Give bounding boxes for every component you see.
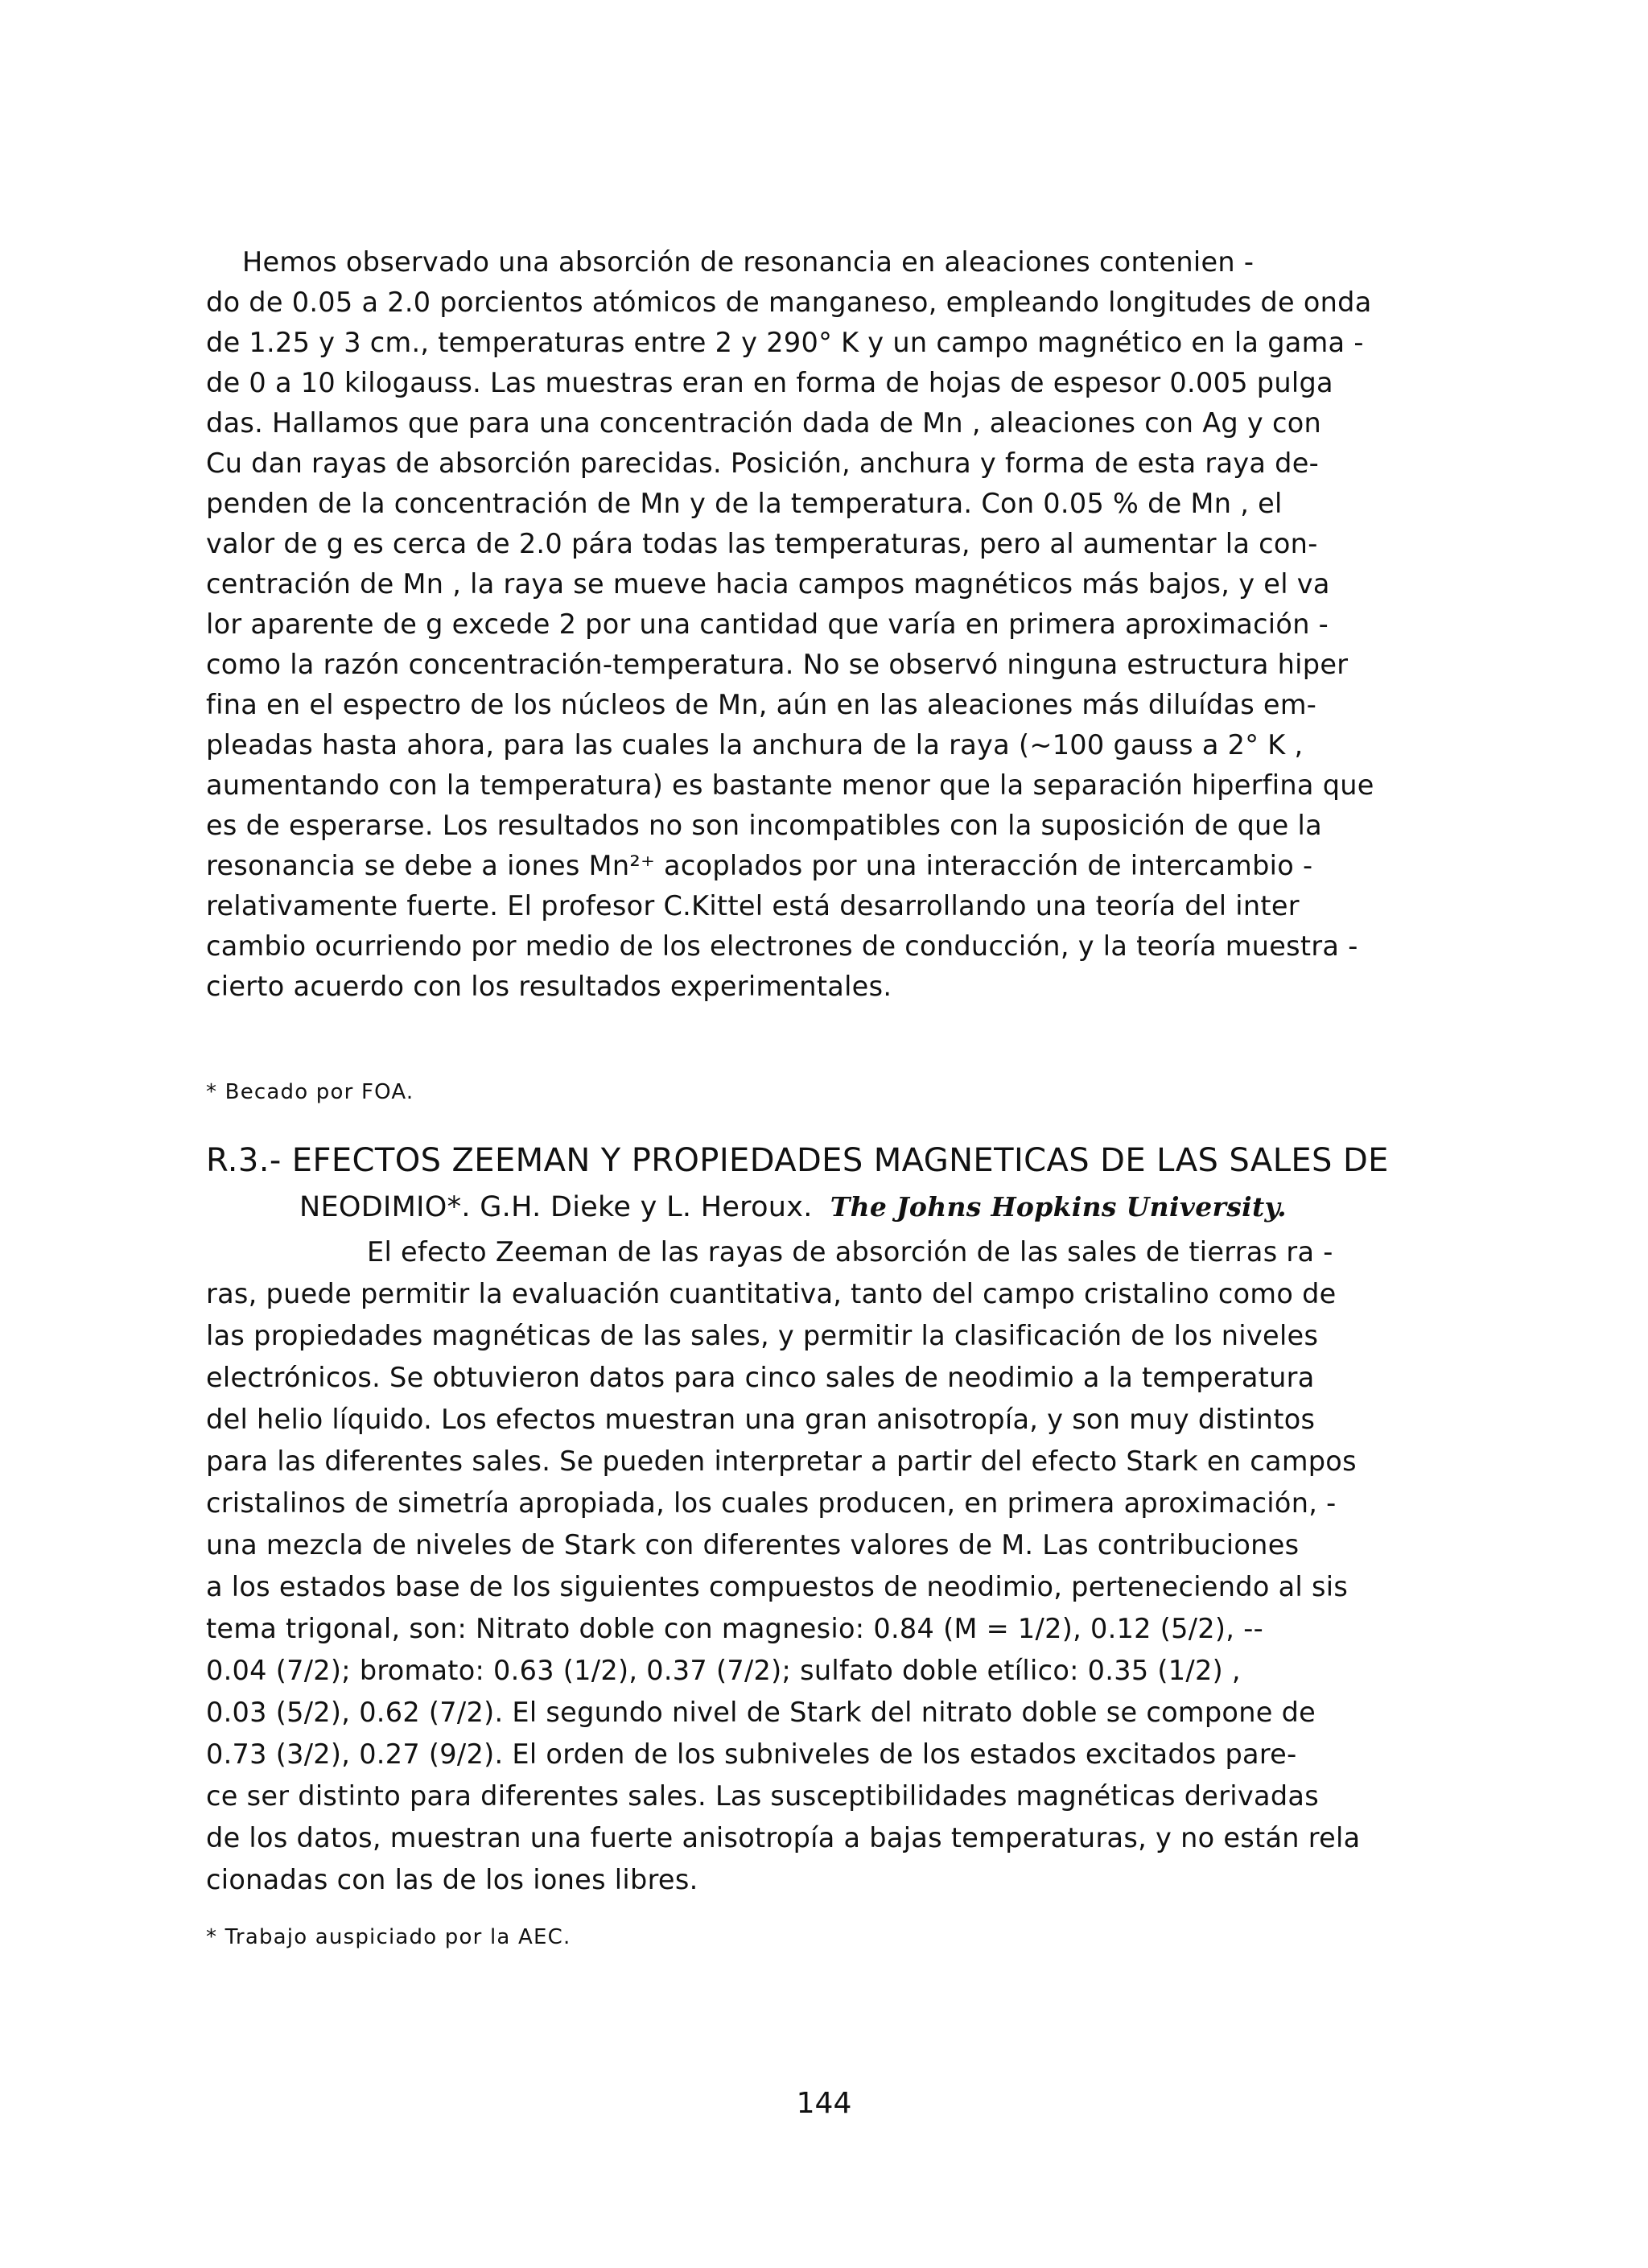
paragraph1-line-15: es de esperarse. Los resultados no son incompatibles con la suposición de que la <box>206 810 1322 841</box>
paragraph1-line-6: Cu dan rayas de absorción parecidas. Posición, anchura y forma de esta raya de- <box>206 447 1320 479</box>
paragraph2-line-10: tema trigonal, son: Nitrato doble con magnesio: 0.84 (M = 1/2), 0.12 (5/2), -- <box>206 1613 1263 1644</box>
page-number: 144 <box>796 2087 852 2120</box>
paragraph1-line-5: das. Hallamos que para una concentración dada de Mn , aleaciones con Ag y con <box>206 407 1322 439</box>
paragraph2-line-12: 0.03 (5/2), 0.62 (7/2). El segundo nivel de Stark del nitrato doble se compone de <box>206 1697 1316 1728</box>
paragraph2-line-14: ce ser distinto para diferentes sales. Las susceptibilidades magnéticas derivadas <box>206 1780 1319 1812</box>
paragraph1-line-17: relativamente fuerte. El profesor C.Kittel está desarrollando una teoría del inter <box>206 890 1300 922</box>
paragraph2-line-3: las propiedades magnéticas de las sales, y permitir la clasificación de los niveles <box>206 1320 1319 1351</box>
section-authors: NEODIMIO*. G.H. Dieke y L. Heroux. <box>299 1191 813 1223</box>
section-heading-line-2 <box>299 1186 1287 1228</box>
paragraph2-line-13: 0.73 (3/2), 0.27 (9/2). El orden de los subniveles de los estados excitados pare- <box>206 1738 1297 1770</box>
paragraph2-line-1: El efecto Zeeman de las rayas de absorción de las sales de tierras ra - <box>367 1236 1333 1268</box>
paragraph1-line-18: cambio ocurriendo por medio de los electrones de conducción, y la teoría muestra - <box>206 930 1358 962</box>
paragraph2-line-16: cionadas con las de los iones libres. <box>206 1864 698 1895</box>
section-institution: The Johns Hopkins University. <box>830 1191 1287 1223</box>
paragraph2-line-5: del helio líquido. Los efectos muestran una gran anisotropía, y son muy distintos <box>206 1404 1316 1435</box>
paragraph2-line-6: para las diferentes sales. Se pueden interpretar a partir del efecto Stark en campos <box>206 1445 1357 1477</box>
paragraph1-line-12: fina en el espectro de los núcleos de Mn, aún en las aleaciones más diluídas em- <box>206 689 1317 720</box>
paragraph1-line-7: penden de la concentración de Mn y de la temperatura. Con 0.05 % de Mn , el <box>206 488 1283 519</box>
paragraph2-line-8: una mezcla de niveles de Stark con diferentes valores de M. Las contribuciones <box>206 1529 1300 1561</box>
paragraph2-line-9: a los estados base de los siguientes compuestos de neodimio, perteneciendo al sis <box>206 1571 1349 1602</box>
paragraph1-line-13: pleadas hasta ahora, para las cuales la anchura de la raya (~100 gauss a 2° K , <box>206 729 1304 761</box>
paragraph2-line-2: ras, puede permitir la evaluación cuantitativa, tanto del campo cristalino como de <box>206 1278 1337 1309</box>
footnote-becado: * Becado por FOA. <box>206 1080 414 1104</box>
paragraph1-line-4: de 0 a 10 kilogauss. Las muestras eran en forma de hojas de espesor 0.005 pulga <box>206 367 1333 398</box>
paragraph2-line-15: de los datos, muestran una fuerte anisotropía a bajas temperaturas, y no están rela <box>206 1822 1361 1854</box>
paragraph1-line-9: centración de Mn , la raya se mueve hacia campos magnéticos más bajos, y el va <box>206 568 1330 600</box>
paragraph2-line-7: cristalinos de simetría apropiada, los cuales producen, en primera aproximación, - <box>206 1487 1337 1519</box>
paragraph1-line-14: aumentando con la temperatura) es bastante menor que la separación hiperfina que <box>206 769 1374 801</box>
paragraph1-line-3: de 1.25 y 3 cm., temperaturas entre 2 y 290° K y un campo magnético en la gama - <box>206 327 1364 358</box>
paragraph1-line-2: do de 0.05 a 2.0 porcientos atómicos de manganeso, empleando longitudes de onda <box>206 287 1372 318</box>
paragraph1-line-16: resonancia se debe a iones Mn²⁺ acoplados por una interacción de intercambio - <box>206 850 1313 881</box>
section-heading-line-1: R.3.- EFECTOS ZEEMAN Y PROPIEDADES MAGNETICAS DE LAS SALES DE <box>206 1142 1389 1179</box>
paragraph1-line-1: Hemos observado una absorción de resonancia en aleaciones contenien - <box>242 246 1255 278</box>
paragraph1-line-8: valor de g es cerca de 2.0 pára todas las temperaturas, pero al aumentar la con- <box>206 528 1318 559</box>
paragraph1-line-11: como la razón concentración-temperatura. No se observó ninguna estructura hiper <box>206 649 1349 680</box>
footnote-trabajo: * Trabajo auspiciado por la AEC. <box>206 1925 571 1949</box>
paragraph1-line-10: lor aparente de g excede 2 por una cantidad que varía en primera aproximación - <box>206 608 1329 640</box>
paragraph2-line-11: 0.04 (7/2); bromato: 0.63 (1/2), 0.37 (7/2); sulfato doble etílico: 0.35 (1/2) , <box>206 1655 1241 1686</box>
paragraph2-line-4: electrónicos. Se obtuvieron datos para cinco sales de neodimio a la temperatura <box>206 1362 1315 1393</box>
paragraph1-line-19: cierto acuerdo con los resultados experimentales. <box>206 971 892 1002</box>
